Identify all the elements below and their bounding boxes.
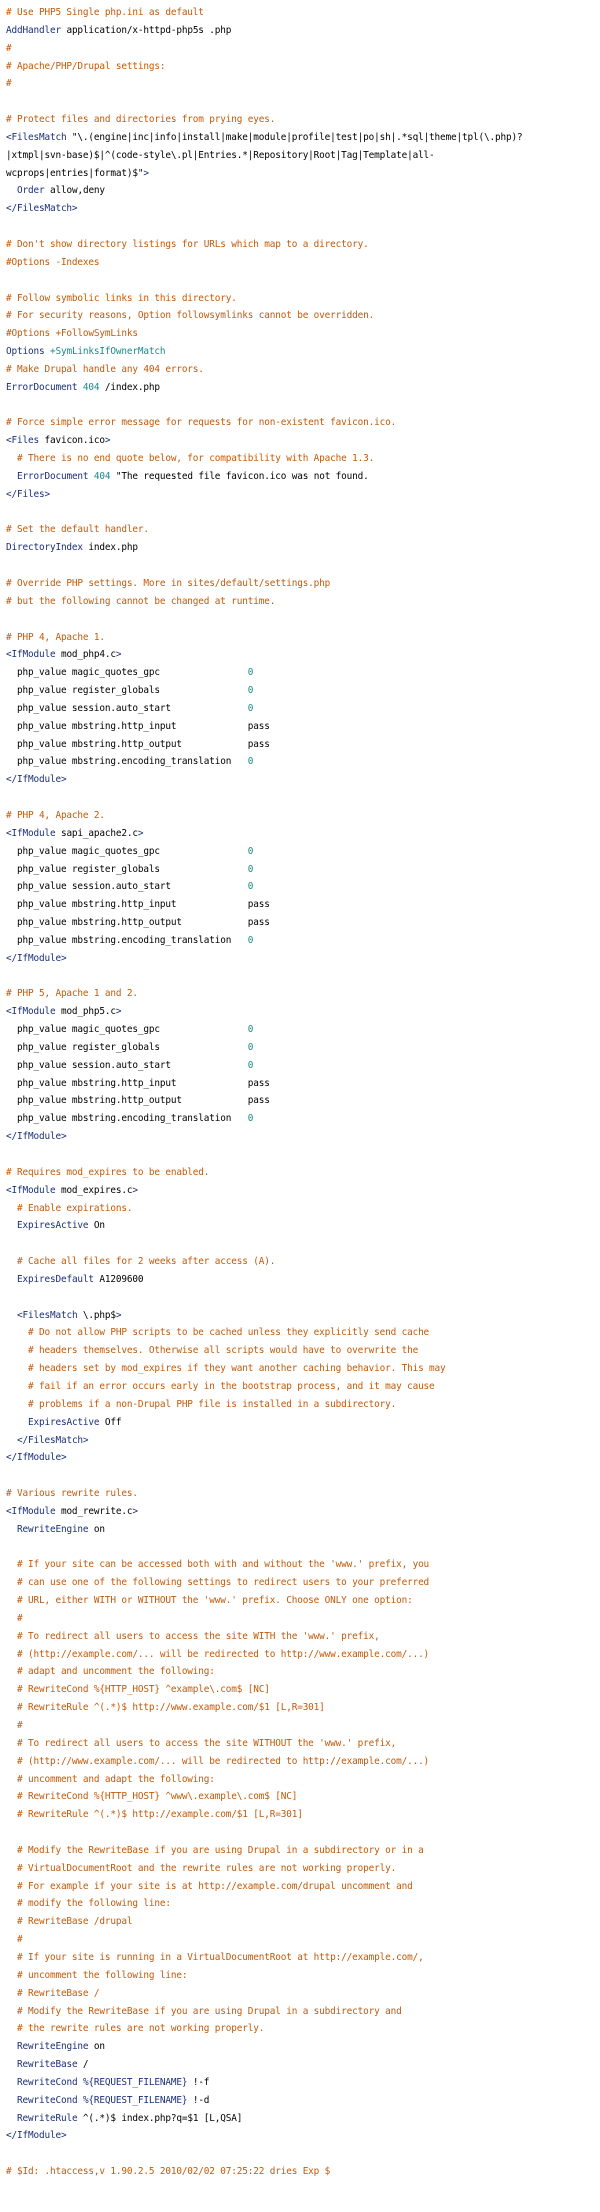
code-directive: %{REQUEST_FILENAME} <box>82 2094 188 2106</box>
code-line <box>6 40 594 58</box>
code-line <box>6 361 594 379</box>
code-line <box>6 2127 594 2145</box>
code-line <box>6 397 594 415</box>
code-directive: </IfModule> <box>6 1452 67 1464</box>
code-line <box>6 1449 594 1467</box>
code-comment: # uncomment and adapt the following: <box>6 1773 215 1785</box>
code-comment: # For example if your site is at http://example.com/drupal uncomment and <box>6 1880 413 1892</box>
code-text <box>6 2095 17 2106</box>
code-directive: AddHandler <box>6 24 61 36</box>
code-comment: # the rewrite rules are not working properly. <box>6 2023 265 2035</box>
code-line <box>6 575 594 593</box>
code-comment: # <box>6 78 12 90</box>
code-line <box>6 771 594 789</box>
code-line <box>6 468 594 486</box>
code-comment: # For security reasons, Option followsymlinks cannot be overridden. <box>6 310 375 322</box>
code-line <box>6 736 594 754</box>
code-directive: RewriteCond <box>17 2094 78 2106</box>
code-comment: # fail if an error occurs early in the bootstrap process, and it may cause <box>6 1380 435 1392</box>
code-comment: # modify the following line: <box>6 1898 171 1910</box>
code-text <box>6 2041 17 2052</box>
code-directive: > <box>143 167 149 179</box>
code-line <box>6 1860 594 1878</box>
code-line <box>6 111 594 129</box>
code-comment: # Do not allow PHP scripts to be cached unless they explicitly send cache <box>6 1327 430 1339</box>
code-line <box>6 1985 594 2003</box>
code-line <box>6 1164 594 1182</box>
code-text: php_value mbstring.http_input pass <box>6 899 270 911</box>
code-value: 404 <box>77 381 100 393</box>
code-text: /index.php <box>99 381 160 393</box>
code-line <box>6 1235 594 1253</box>
code-directive: > <box>132 1505 138 1517</box>
code-value: 0 <box>247 667 254 679</box>
code-text: php_value mbstring.encoding_translation <box>6 934 248 946</box>
code-text: php_value session.auto_start <box>6 1059 248 1071</box>
code-directive: RewriteCond <box>17 2076 78 2088</box>
code-line <box>6 1628 594 1646</box>
code-line <box>6 1539 594 1557</box>
code-value: 0 <box>247 1113 254 1125</box>
code-directive: > <box>115 1309 122 1321</box>
code-comment: # There is no end quote below, for compatibility with Apache 1.3. <box>6 453 375 465</box>
code-comment: # Various rewrite rules. <box>6 1488 138 1500</box>
code-comment: # Modify the RewriteBase if you are using Drupal in a subdirectory or in a <box>6 1844 424 1856</box>
code-line <box>6 1021 594 1039</box>
code-directive: ExpiresActive <box>17 1220 89 1232</box>
code-line <box>6 1342 594 1360</box>
code-directive: ErrorDocument <box>6 381 78 393</box>
code-comment: # <box>6 1934 23 1946</box>
code-line <box>6 682 594 700</box>
code-comment: # RewriteBase / <box>6 1987 100 1999</box>
code-line <box>6 1913 594 1931</box>
code-line <box>6 664 594 682</box>
code-line <box>6 914 594 932</box>
code-value: 0 <box>247 1059 254 1071</box>
code-comment: # can use one of the following settings to redirect users to your preferred <box>6 1577 430 1589</box>
code-text: A1209600 <box>93 1273 144 1285</box>
code-comment: # Set the default handler. <box>6 524 149 536</box>
code-line <box>6 1200 594 1218</box>
code-line <box>6 22 594 40</box>
code-comment: # PHP 4, Apache 2. <box>6 809 105 821</box>
code-comment: #Options -Indexes <box>6 256 100 268</box>
code-line <box>6 58 594 76</box>
code-line <box>6 1806 594 1824</box>
code-text: !-f <box>187 2076 210 2088</box>
code-line <box>6 1378 594 1396</box>
code-comment: # RewriteBase /drupal <box>6 1916 133 1928</box>
code-line <box>6 2056 594 2074</box>
code-line <box>6 1824 594 1842</box>
code-text <box>6 1435 17 1446</box>
code-line <box>6 218 594 236</box>
code-line <box>6 2074 594 2092</box>
code-value: 0 <box>247 702 254 714</box>
code-text <box>6 185 17 196</box>
code-line <box>6 504 594 522</box>
code-text: / <box>77 2059 89 2071</box>
code-directive: Options <box>6 346 45 358</box>
code-comment: # PHP 4, Apache 1. <box>6 631 105 643</box>
code-directive: ExpiresDefault <box>17 1273 94 1285</box>
code-line <box>6 414 594 432</box>
code-comment: # uncomment the following line: <box>6 1969 188 1981</box>
code-line <box>6 343 594 361</box>
code-line <box>6 825 594 843</box>
code-text <box>6 2113 17 2124</box>
code-comment: # but the following cannot be changed at runtime. <box>6 595 276 607</box>
code-text: php_value register_globals <box>6 863 248 875</box>
code-text: php_value mbstring.http_output pass <box>6 1095 270 1107</box>
code-line <box>6 539 594 557</box>
code-line <box>6 2038 594 2056</box>
code-text: php_value magic_quotes_gpc <box>6 667 248 679</box>
code-directive: <IfModule <box>6 1505 56 1517</box>
code-line <box>6 1110 594 1128</box>
code-directive: > <box>132 1184 138 1196</box>
code-value: 0 <box>247 685 254 697</box>
code-value: 0 <box>247 863 254 875</box>
code-directive: </IfModule> <box>6 774 67 786</box>
code-line <box>6 1467 594 1485</box>
code-comment: #Options +FollowSymLinks <box>6 328 138 340</box>
code-text <box>6 1417 28 1428</box>
code-line <box>6 1324 594 1342</box>
code-comment: # If your site is running in a VirtualDocumentRoot at http://example.com/, <box>6 1951 424 1963</box>
code-line <box>6 1574 594 1592</box>
code-line <box>6 1503 594 1521</box>
code-line <box>6 1771 594 1789</box>
code-comment: # <box>6 1612 23 1624</box>
code-line <box>6 2020 594 2038</box>
code-line <box>6 93 594 111</box>
code-comment: # Override PHP settings. More in sites/default/settings.php <box>6 578 331 589</box>
code-line <box>6 2145 594 2163</box>
code-line <box>6 325 594 343</box>
code-line <box>6 450 594 468</box>
code-text <box>6 1310 17 1321</box>
code-comment: # adapt and uncomment the following: <box>6 1666 215 1678</box>
code-value: 0 <box>247 845 254 857</box>
code-comment: # Force simple error message for requests for non-existent favicon.ico. <box>6 417 397 429</box>
code-line <box>6 1307 594 1325</box>
code-text: ^(.*)$ index.php?q=$1 [L,QSA] <box>77 2112 243 2124</box>
code-directive: Order <box>17 185 45 197</box>
code-comment: # URL, either WITH or WITHOUT the 'www.' prefix. Choose ONLY one option: <box>6 1595 413 1607</box>
code-directive: <FilesMatch <box>17 1309 78 1321</box>
code-directive: </FilesMatch> <box>6 203 78 215</box>
code-line <box>6 1735 594 1753</box>
code-line <box>6 1842 594 1860</box>
code-line <box>6 718 594 736</box>
code-comment: # RewriteCond %{HTTP_HOST} ^www\.example\.com$ [NC] <box>6 1791 298 1803</box>
code-directive: > <box>115 1006 122 1018</box>
code-line <box>6 1271 594 1289</box>
code-line <box>6 200 594 218</box>
code-text: favicon.ico <box>38 435 105 447</box>
code-comment: # To redirect all users to access the site WITHOUT the 'www.' prefix, <box>6 1737 397 1749</box>
code-comment: # Enable expirations. <box>6 1202 133 1214</box>
code-directive: ErrorDocument <box>17 470 89 482</box>
code-directive: DirectoryIndex <box>6 542 83 554</box>
code-line <box>6 147 594 165</box>
code-text: !-d <box>187 2094 210 2106</box>
code-line <box>6 1217 594 1235</box>
code-line <box>6 1556 594 1574</box>
code-comment: # problems if a non-Drupal PHP file is installed in a subdirectory. <box>6 1398 397 1410</box>
code-line <box>6 272 594 290</box>
code-line <box>6 2163 594 2181</box>
code-line <box>6 2003 594 2021</box>
code-text: php_value mbstring.http_output pass <box>6 738 270 750</box>
code-text: "The requested file favicon.ico was not found. <box>110 470 369 482</box>
code-comment: # RewriteRule ^(.*)$ http://example.com/$1 [L,R=301] <box>6 1809 303 1821</box>
code-comment: # Make Drupal handle any 404 errors. <box>6 363 204 375</box>
code-comment: # Modify the RewriteBase if you are using Drupal in a subdirectory and <box>6 2005 402 2017</box>
code-line <box>6 985 594 1003</box>
code-text: |xtmpl|svn-base)$|^(code-style\.pl|Entries.*|Repository|Root|Tag|Template|all- <box>6 149 435 161</box>
code-directive: <Files <box>6 435 39 447</box>
code-line <box>6 1592 594 1610</box>
code-line <box>6 1878 594 1896</box>
code-line <box>6 932 594 950</box>
code-line <box>6 1289 594 1307</box>
code-comment: # PHP 5, Apache 1 and 2. <box>6 988 138 1000</box>
code-line <box>6 1610 594 1628</box>
code-line <box>6 1253 594 1271</box>
code-text <box>6 1524 17 1535</box>
code-text: mod_rewrite.c <box>55 1505 133 1517</box>
code-line <box>6 968 594 986</box>
code-line <box>6 1414 594 1432</box>
code-comment: # Cache all files for 2 weeks after access (A). <box>6 1256 276 1268</box>
code-text <box>6 1274 17 1285</box>
code-comment: # headers set by mod_expires if they want another caching behavior. This may <box>6 1363 446 1375</box>
code-line <box>6 432 594 450</box>
code-line <box>6 789 594 807</box>
code-text: Off <box>99 1416 122 1428</box>
code-comment: # Apache/PHP/Drupal settings: <box>6 60 166 72</box>
code-line <box>6 1396 594 1414</box>
code-text: php_value register_globals <box>6 685 248 697</box>
code-comment: # Use PHP5 Single php.ini as default <box>6 7 204 18</box>
code-line <box>6 129 594 147</box>
code-directive: <IfModule <box>6 649 56 661</box>
code-directive: </Files> <box>6 488 50 500</box>
code-text: php_value mbstring.http_input pass <box>6 1077 270 1089</box>
code-text: php_value mbstring.http_output pass <box>6 917 270 929</box>
code-value: 0 <box>247 881 254 893</box>
code-directive: RewriteRule <box>17 2112 78 2124</box>
code-value: 0 <box>247 1024 254 1036</box>
code-line <box>6 182 594 200</box>
code-line <box>6 379 594 397</box>
code-line <box>6 950 594 968</box>
code-text <box>6 2077 17 2088</box>
code-text: mod_php5.c <box>55 1006 116 1018</box>
code-comment: # <box>6 42 12 54</box>
code-comment: # (http://www.example.com/... will be redirected to http://example.com/...) <box>6 1755 430 1767</box>
code-line <box>6 1967 594 1985</box>
code-comment: # <box>6 1720 23 1731</box>
code-line <box>6 646 594 664</box>
code-text: php_value magic_quotes_gpc <box>6 845 248 857</box>
code-line <box>6 1360 594 1378</box>
code-line <box>6 521 594 539</box>
code-line <box>6 165 594 183</box>
code-line <box>6 611 594 629</box>
code-line <box>6 557 594 575</box>
code-text: php_value mbstring.http_input pass <box>6 720 270 732</box>
code-line <box>6 1057 594 1075</box>
code-line <box>6 486 594 504</box>
code-line <box>6 861 594 879</box>
code-directive: <IfModule <box>6 1006 56 1018</box>
code-line <box>6 807 594 825</box>
code-line <box>6 4 594 22</box>
code-text: php_value session.auto_start <box>6 881 248 893</box>
code-text: mod_expires.c <box>55 1184 133 1196</box>
code-line <box>6 1039 594 1057</box>
code-line <box>6 1949 594 1967</box>
code-line <box>6 1895 594 1913</box>
code-directive: %{REQUEST_FILENAME} <box>82 2076 188 2088</box>
code-line <box>6 2110 594 2128</box>
code-directive: <IfModule <box>6 827 56 839</box>
code-directive: </IfModule> <box>6 2130 67 2142</box>
code-line <box>6 1128 594 1146</box>
code-comment: # (http://example.com/... will be redirected to http://www.example.com/...) <box>6 1648 430 1660</box>
code-comment: # $Id: .htaccess,v 1.90.2.5 2010/02/02 07:25:22 dries Exp $ <box>6 2166 331 2178</box>
code-text: on <box>88 1523 105 1535</box>
code-line <box>6 254 594 272</box>
code-value: 0 <box>247 1041 254 1053</box>
code-text: On <box>88 1220 105 1232</box>
code-text: php_value session.auto_start <box>6 702 248 714</box>
code-comment: # To redirect all users to access the site WITH the 'www.' prefix, <box>6 1630 380 1642</box>
code-text: php_value mbstring.encoding_translation <box>6 756 248 768</box>
code-text <box>6 2059 17 2070</box>
code-text <box>6 1220 17 1231</box>
code-line <box>6 700 594 718</box>
code-line <box>6 236 594 254</box>
code-line <box>6 1092 594 1110</box>
code-directive: </FilesMatch> <box>17 1434 89 1446</box>
code-comment: # Follow symbolic links in this directory. <box>6 292 237 304</box>
code-comment: # RewriteRule ^(.*)$ http://www.example.com/$1 [L,R=301] <box>6 1702 325 1714</box>
code-comment: # Don't show directory listings for URLs which map to a directory. <box>6 238 369 250</box>
code-comment: # Requires mod_expires to be enabled. <box>6 1166 210 1178</box>
code-line <box>6 593 594 611</box>
code-line <box>6 629 594 647</box>
code-value: 0 <box>247 756 254 768</box>
code-line <box>6 1646 594 1664</box>
code-line <box>6 1717 594 1735</box>
code-text: sapi_apache2.c <box>55 827 138 839</box>
code-line <box>6 1432 594 1450</box>
code-text: application/x-httpd-php5s .php <box>60 24 232 36</box>
code-text: mod_php4.c <box>55 649 116 661</box>
code-line <box>6 1788 594 1806</box>
code-value: 0 <box>247 934 254 946</box>
code-line <box>6 1681 594 1699</box>
code-text <box>6 471 17 482</box>
code-text: on <box>88 2041 105 2053</box>
code-line <box>6 1182 594 1200</box>
code-comment: # Protect files and directories from prying eyes. <box>6 114 276 126</box>
code-line <box>6 1931 594 1949</box>
code-directive: RewriteEngine <box>17 1523 89 1535</box>
code-value: 404 <box>88 470 111 482</box>
code-line <box>6 753 594 771</box>
code-line <box>6 1753 594 1771</box>
code-line <box>6 878 594 896</box>
code-comment: # VirtualDocumentRoot and the rewrite rules are not working properly. <box>6 1862 397 1874</box>
code-directive: RewriteEngine <box>17 2041 89 2053</box>
code-line <box>6 290 594 308</box>
code-line <box>6 1699 594 1717</box>
code-line <box>6 1075 594 1093</box>
code-line <box>6 1521 594 1539</box>
code-text: php_value mbstring.encoding_translation <box>6 1113 248 1125</box>
code-line <box>6 1146 594 1164</box>
code-line <box>6 1663 594 1681</box>
code-line <box>6 843 594 861</box>
code-text: php_value register_globals <box>6 1041 248 1053</box>
code-text: \.php$ <box>77 1309 116 1321</box>
code-line <box>6 896 594 914</box>
code-directive: </IfModule> <box>6 1131 67 1143</box>
code-directive: <IfModule <box>6 1184 56 1196</box>
code-text: allow,deny <box>44 185 105 197</box>
code-comment: # If your site can be accessed both with and without the 'www.' prefix, you <box>6 1559 430 1571</box>
code-line <box>6 2092 594 2110</box>
code-directive: > <box>137 827 144 839</box>
code-directive: <FilesMatch <box>6 131 67 143</box>
code-line <box>6 1485 594 1503</box>
code-line <box>6 75 594 93</box>
code-value: +SymLinksIfOwnerMatch <box>44 346 166 358</box>
code-directive: </IfModule> <box>6 952 67 964</box>
code-directive: ExpiresActive <box>27 1416 100 1428</box>
code-line <box>6 307 594 325</box>
code-text: "\.(engine|inc|info|install|make|module|profile|test|po|sh|.*sql|theme|tpl(\.php)? <box>66 131 523 143</box>
code-directive: > <box>104 435 111 447</box>
code-text: wcprops|entries|format)$" <box>6 167 144 179</box>
code-directive: RewriteBase <box>17 2059 78 2071</box>
code-comment: # headers themselves. Otherwise all scripts would have to overwrite the <box>6 1345 419 1357</box>
code-text: index.php <box>82 542 138 554</box>
code-line <box>6 1003 594 1021</box>
code-directive: > <box>115 649 122 661</box>
code-text: php_value magic_quotes_gpc <box>6 1024 248 1036</box>
code-comment: # RewriteCond %{HTTP_HOST} ^example\.com$ [NC] <box>6 1684 270 1696</box>
